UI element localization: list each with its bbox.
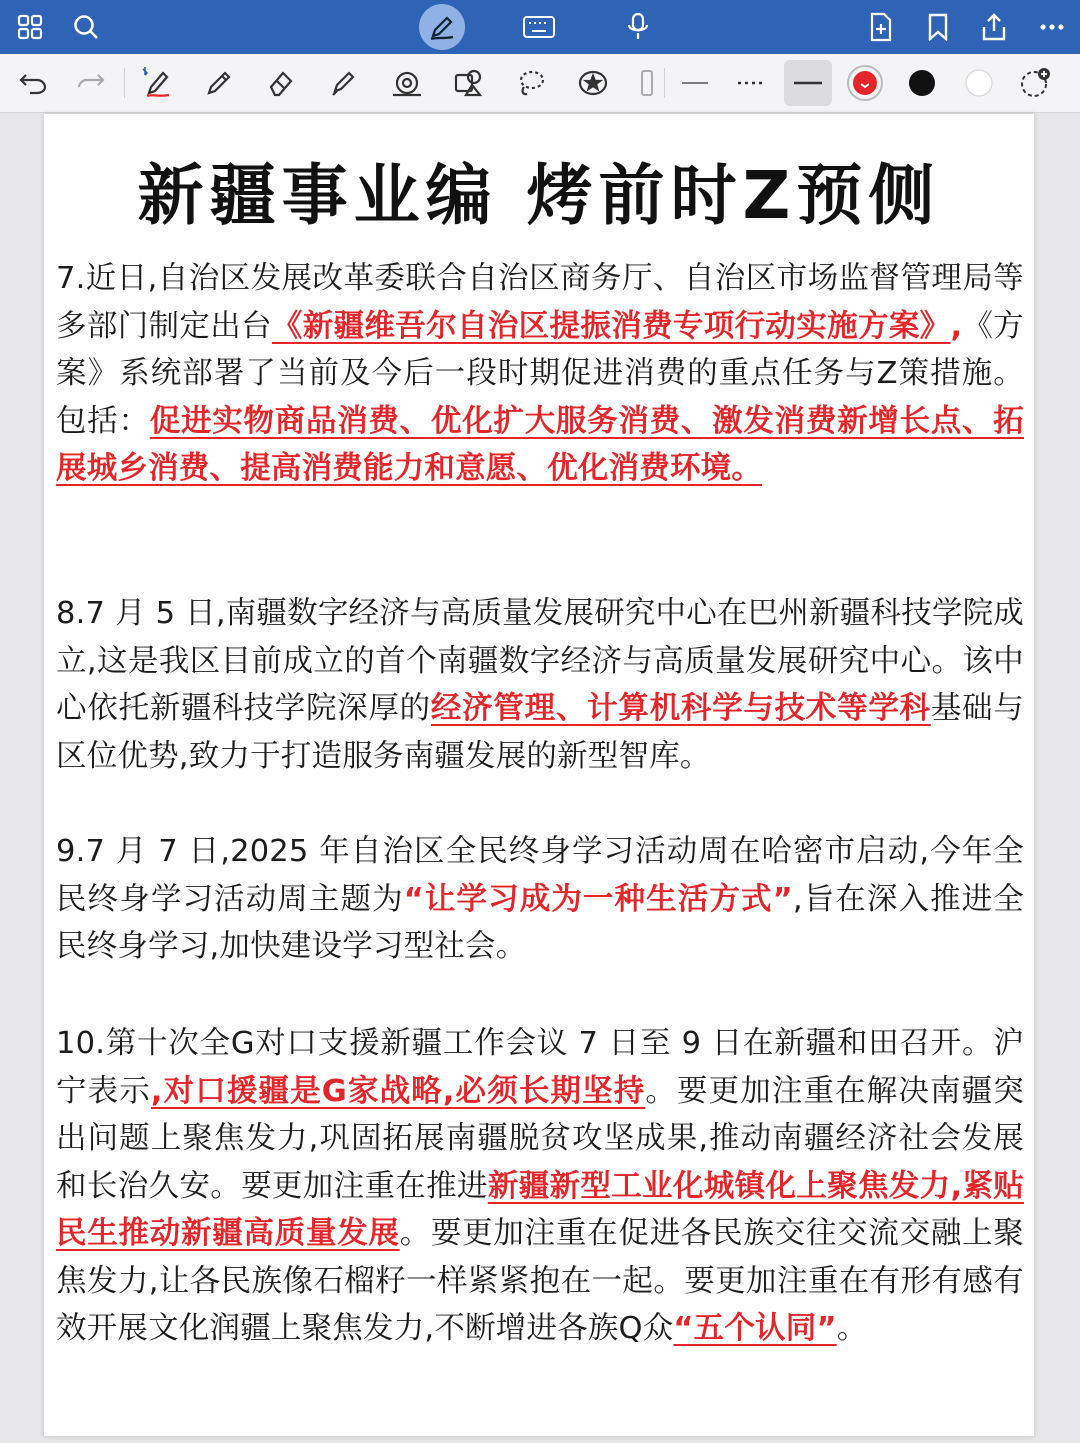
p8-text-c: 基础与区位优势,致力于打造服务南疆发展的新型智库。 bbox=[56, 691, 1024, 774]
grid-icon[interactable] bbox=[12, 9, 48, 45]
share-icon[interactable] bbox=[976, 9, 1012, 45]
p10-text-g: 。 bbox=[836, 1311, 868, 1346]
keyboard-icon[interactable] bbox=[521, 9, 557, 45]
top-app-bar bbox=[0, 0, 1080, 54]
toolbar-divider bbox=[664, 68, 665, 98]
search-icon[interactable] bbox=[68, 9, 104, 45]
p10-highlight-industrialization: 新疆新型工业化城镇化上聚焦发力,紧贴民生推动新疆高质量发展 bbox=[56, 1168, 1024, 1251]
toolbar-divider bbox=[124, 68, 125, 98]
p9-highlight-theme: “让学习成为一种生活方式” bbox=[403, 881, 793, 917]
microphone-icon[interactable] bbox=[620, 9, 656, 45]
page-title: 新疆事业编 烤前时Z预侧 bbox=[137, 157, 941, 234]
bookmark-icon[interactable] bbox=[920, 9, 956, 45]
p9-text-a: 9.7 月 7 日,2025 年自治区全民终身学习活动周在哈密市启动,今年全民终身学习活动周主题为 bbox=[56, 834, 1024, 917]
paragraph-9 bbox=[56, 828, 1024, 971]
add-color-icon[interactable] bbox=[1016, 64, 1054, 102]
image-sticker-icon[interactable] bbox=[450, 64, 488, 102]
p7-text-a: 7.近日,自治区发展改革委联合自治区商务厅、自治区市场监督管理局等多部门制定出台 bbox=[56, 261, 1024, 344]
p10-text-e: 。要更加注重在促进各民族交往交流交融上聚焦发力,让各民族像石榴籽一样紧紧抱在一起。要更加注重在有形有感有效开展文化润疆上聚焦发力,不断增进各族Q众 bbox=[56, 1216, 1025, 1346]
paragraph-10 bbox=[56, 1020, 1024, 1353]
note-page[interactable] bbox=[44, 114, 1034, 1436]
highlighter-icon[interactable] bbox=[324, 64, 362, 102]
p10-highlight-strategy: ,对口援疆是G家战略,必须长期坚持 bbox=[150, 1073, 646, 1109]
p8-highlight-disciplines: 经济管理、计算机科学与技术等学科 bbox=[430, 691, 931, 726]
ruler-icon[interactable] bbox=[638, 64, 654, 102]
bluetooth-pen-icon[interactable] bbox=[138, 64, 176, 102]
p7-highlight-tasks: 促进实物商品消费、优化扩大服务消费、激发消费新增长点、拓展城乡消费、提高消费能力和意愿、优化消费环境。 bbox=[56, 403, 1024, 486]
drawing-toolbar bbox=[0, 54, 1080, 113]
color-white-icon[interactable] bbox=[960, 64, 998, 102]
p8-text-a: 8.7 月 5 日,南疆数字经济与高质量发展研究中心在巴州新疆科技学院成立,这是我区目前成立的首个南疆数字经济与高质量发展研究中心。该中心依托新疆科技学院深厚的 bbox=[56, 596, 1024, 726]
stroke-thin-icon[interactable] bbox=[676, 64, 714, 102]
p10-highlight-five-identities: “五个认同” bbox=[673, 1311, 837, 1346]
shape-icon[interactable] bbox=[388, 64, 426, 102]
p9-text-c: ,旨在深入推进全民终身学习,加快建设学习型社会。 bbox=[56, 881, 1024, 964]
add-page-icon[interactable] bbox=[863, 9, 899, 45]
p7-text-d: 《方案》系统部署了当前及今后一段时期促进消费的重点任务与Z策措施。包括： bbox=[56, 308, 1025, 439]
stroke-dotted-icon[interactable] bbox=[732, 64, 770, 102]
p10-text-a: 10.第十次全G对口支援新疆工作会议 7 日至 9 日在新疆和田召开。沪宁表示 bbox=[56, 1026, 1024, 1109]
color-black-icon[interactable] bbox=[903, 64, 941, 102]
stroke-thick-icon[interactable] bbox=[784, 60, 832, 106]
pen-icon[interactable] bbox=[419, 4, 465, 50]
redo-icon[interactable] bbox=[72, 64, 110, 102]
p7-highlight-plan: 《新疆维吾尔自治区提振消费专项行动实施方案》 bbox=[271, 308, 951, 344]
p7-comma: , bbox=[950, 308, 963, 344]
paragraph-8 bbox=[56, 590, 1024, 780]
paragraph-7 bbox=[56, 255, 1024, 493]
p10-text-c: 。要更加注重在解决南疆突出问题上聚焦发力,巩固拓展南疆脱贫攻坚成果,推动南疆经济社会发展和长治久安。要更加注重在推进 bbox=[56, 1073, 1025, 1204]
eraser-icon[interactable] bbox=[262, 64, 300, 102]
color-red-icon[interactable] bbox=[846, 64, 884, 102]
pencil-icon[interactable] bbox=[200, 64, 238, 102]
more-icon[interactable] bbox=[1034, 9, 1070, 45]
lasso-icon[interactable] bbox=[512, 64, 550, 102]
undo-icon[interactable] bbox=[14, 64, 52, 102]
star-sticker-icon[interactable] bbox=[574, 64, 612, 102]
